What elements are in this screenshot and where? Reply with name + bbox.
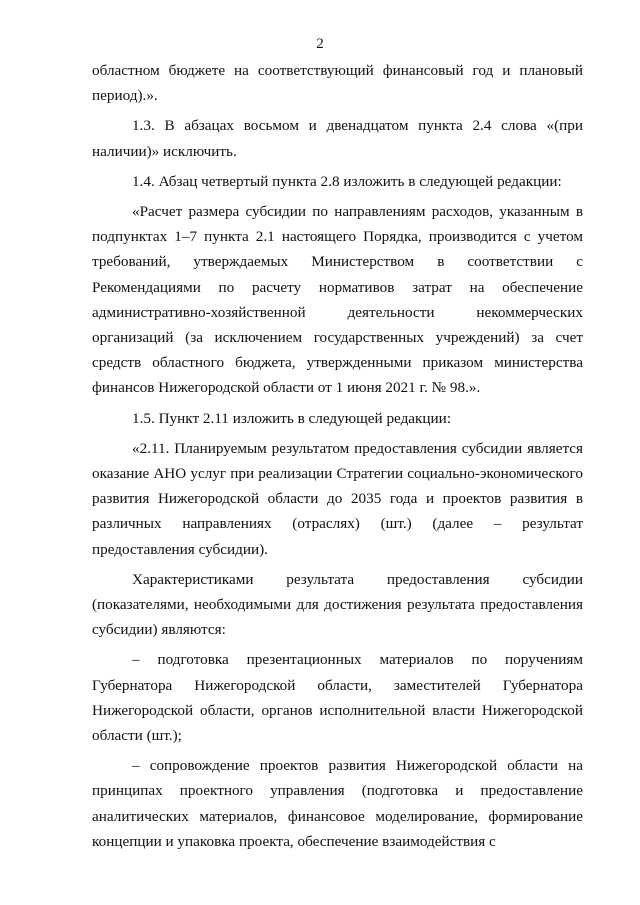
page-number: 2 (316, 36, 324, 52)
paragraph-continuation: областном бюджете на соответствующий финансовый год и плановый период).». (92, 62, 583, 105)
list-item-project-support: – сопровождение проектов развития Нижегородской области на принципах проектного управления (подготовка и предоставление аналитических материалов, финансовое моделирование, формирование концепции и упаковка проекта, обеспечение взаимодействия с (92, 757, 583, 850)
paragraph-quote-2-11: «2.11. Планируемым результатом предоставления субсидии является оказание АНО услуг при реализации Стратегии социально-экономического развития Нижегородской области до 2035 года и проектов развития в различных направлениях (отраслях) (шт.) (далее – результат предоставления субсидии). (92, 439, 583, 558)
paragraph-quote-calculation: «Расчет размера субсидии по направлениям расходов, указанным в подпунктах 1–7 пункта 2.1 настоящего Порядка, производится с учетом требований, утверждаемых Министерством в соответствии с Рекомендациями по расчету нормативов затрат на обеспечение административно-хозяйственной деятельности некоммерческих организаций (за исключением государственных учреждений) за счет средств областного бюджета, утвержденными приказом министерства финансов Нижегородской области от 1 июня 2021 г. № 98.». (92, 203, 583, 397)
paragraph-item-1-3: 1.3. В абзацах восьмом и двенадцатом пункта 2.4 слова «(при наличии)» исключить. (92, 117, 583, 160)
list-item-presentations: – подготовка презентационных материалов по поручениям Губернатора Нижегородской области, заместителей Губернатора Нижегородской области, органов исполнительной власти Нижегородской области (шт.); (92, 651, 583, 745)
paragraph-item-1-5: 1.5. Пункт 2.11 изложить в следующей редакции: (132, 409, 452, 427)
paragraph-item-1-4: 1.4. Абзац четвертый пункта 2.8 изложить в следующей редакции: (132, 172, 562, 190)
paragraph-characteristics: Характеристиками результата предоставления субсидии (показателями, необходимыми для достижения результата предоставления субсидии) являются: (92, 570, 583, 639)
document-body (92, 58, 583, 854)
